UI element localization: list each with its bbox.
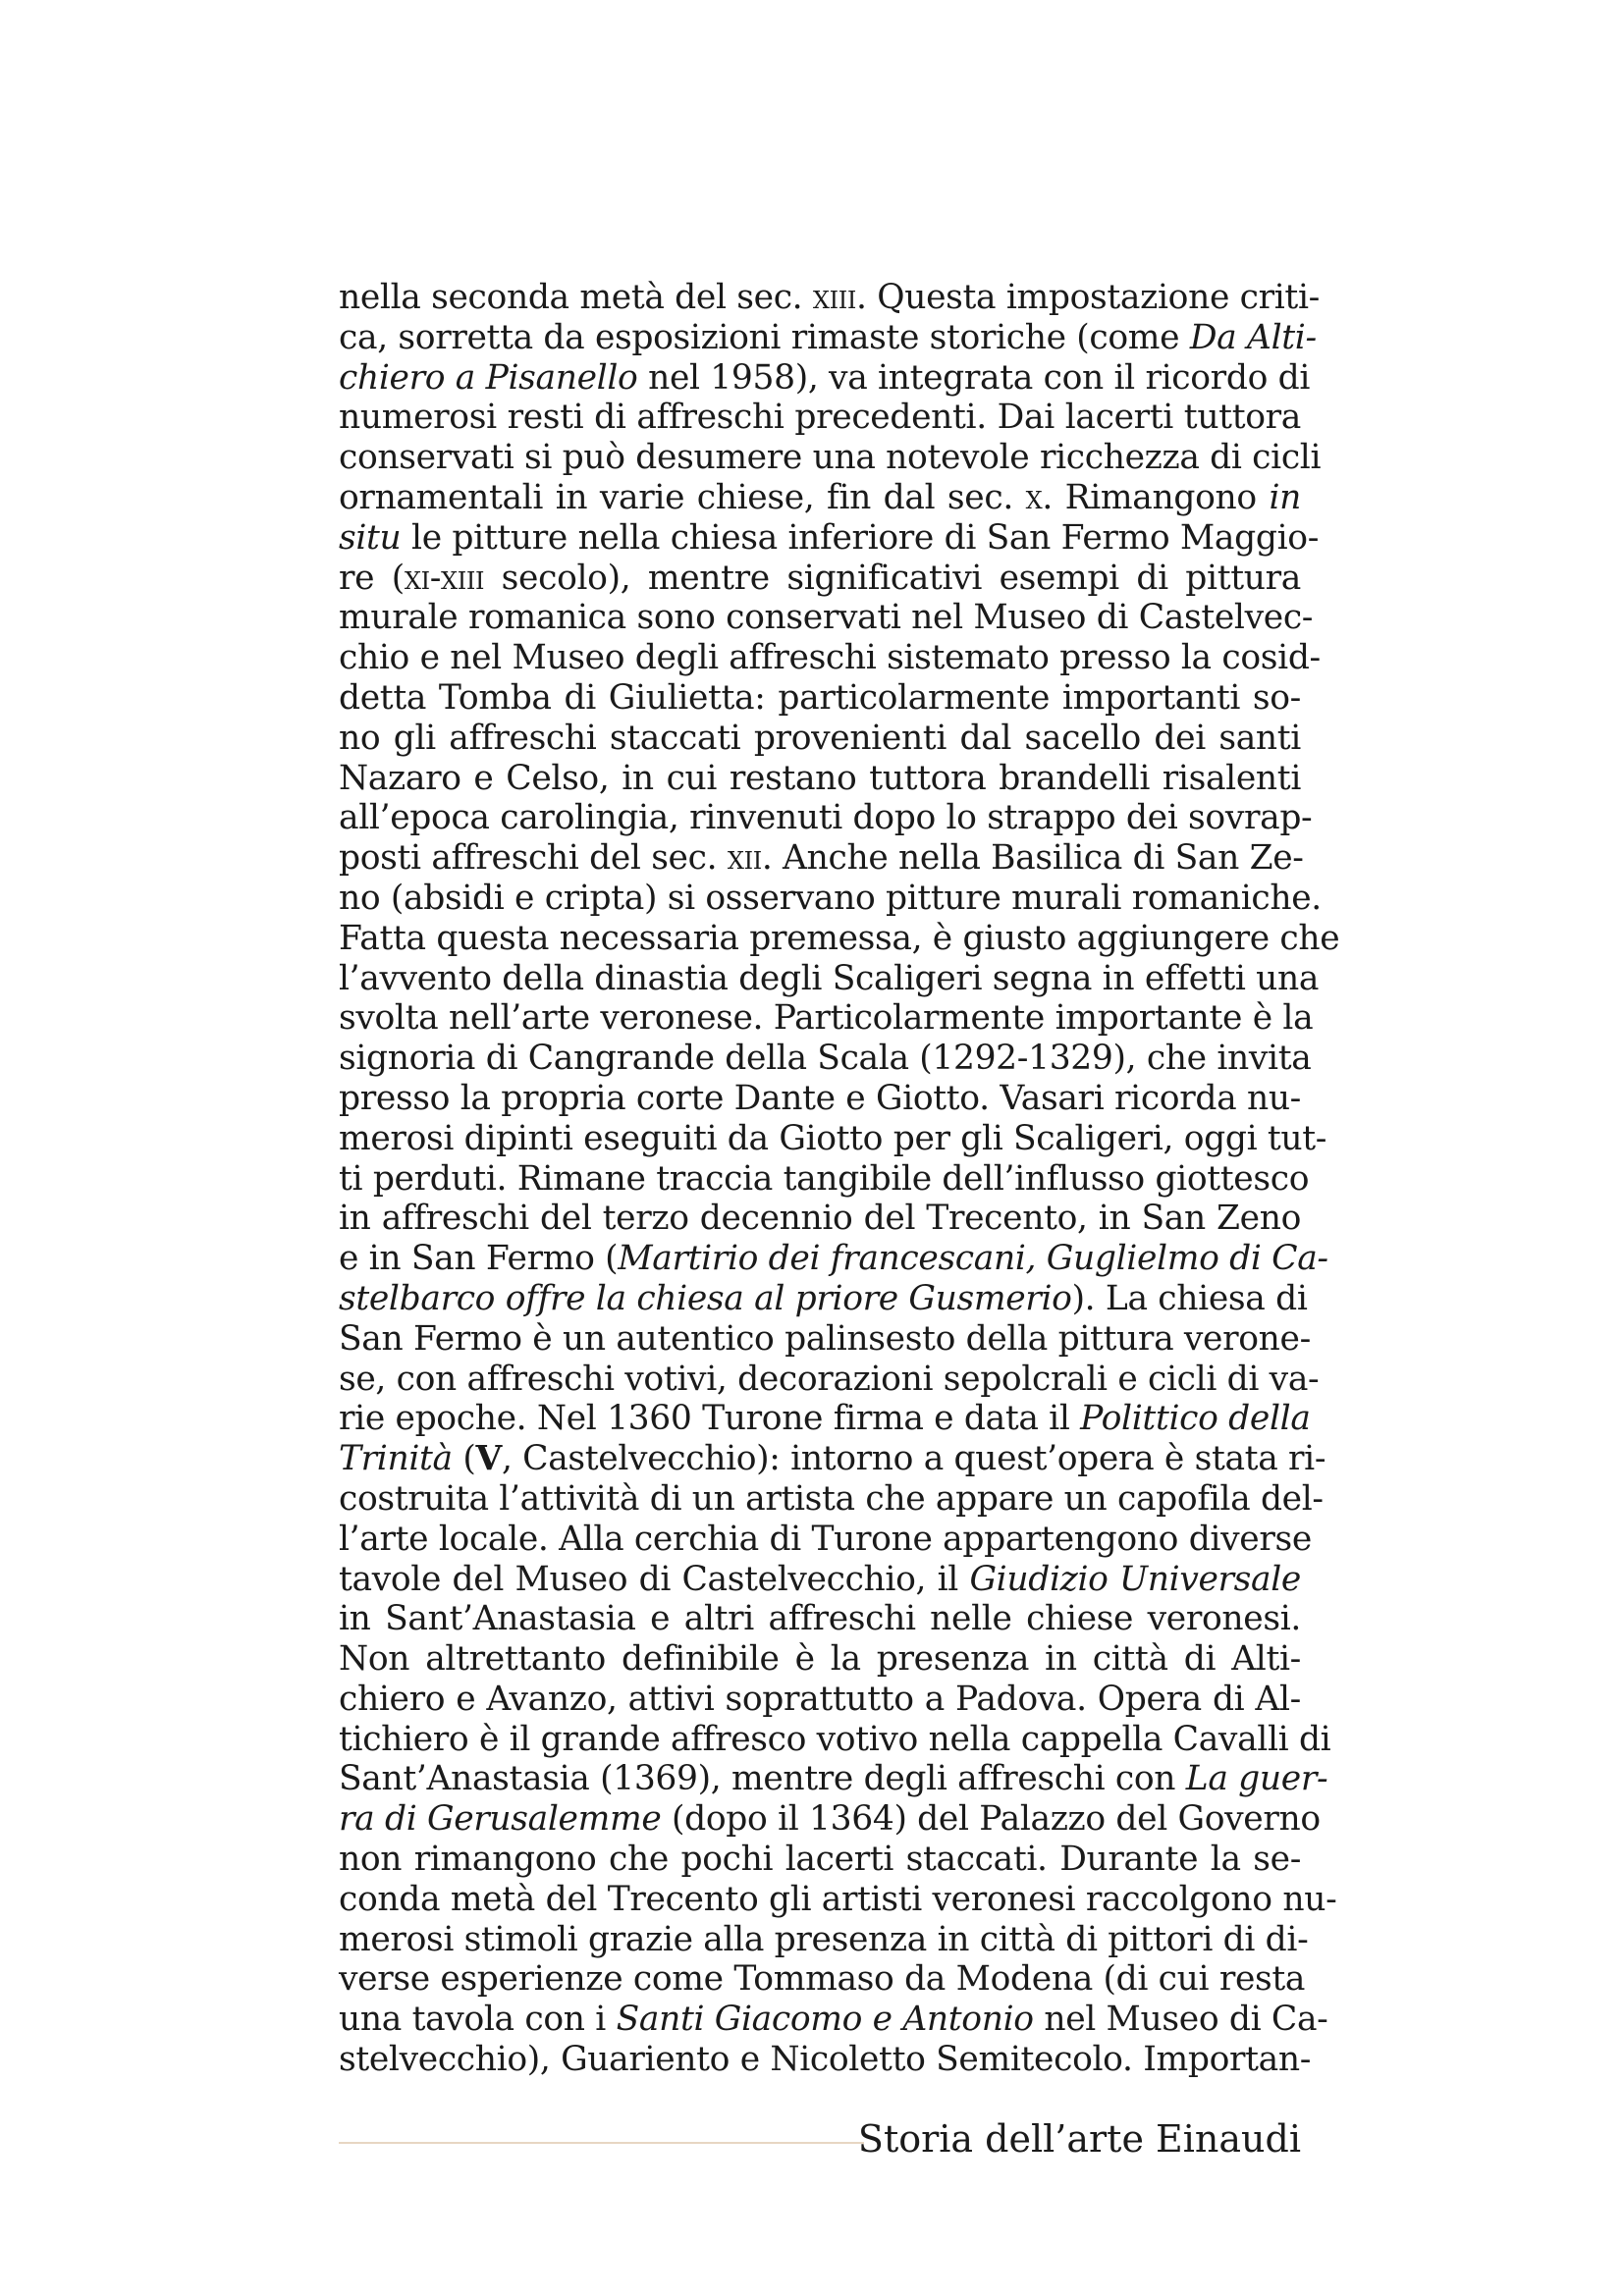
footer-rule <box>339 2142 864 2144</box>
text-run: posti affreschi del sec. <box>339 838 728 879</box>
text-run: all’epoca carolingia, rinvenuti dopo lo strappo dei sovrap- <box>339 798 1313 838</box>
text-line <box>339 958 1320 999</box>
text-line <box>339 478 1301 518</box>
text-run: merosi dipinti eseguiti da Giotto per gli Scaligeri, oggi tut- <box>339 1118 1327 1158</box>
text-run: situ <box>339 517 402 558</box>
text-run: merosi stimoli grazie alla presenza in città di pittori di di- <box>339 1919 1309 1959</box>
text-line <box>339 438 1322 478</box>
text-run: e in San Fermo ( <box>339 1239 619 1279</box>
text-line <box>339 598 1314 638</box>
text-run: no (absidi e cripta) si osservano pitture murali romaniche. <box>339 878 1322 918</box>
text-line <box>339 1359 1320 1400</box>
text-line <box>339 1719 1331 1760</box>
text-run: le pitture nella chiesa inferiore di San Fermo Maggio- <box>401 517 1320 558</box>
text-line <box>339 918 1340 959</box>
text-line <box>339 1118 1327 1159</box>
text-run: conda metà del Trecento gli artisti veronesi raccolgono nu- <box>339 1879 1337 1919</box>
text-run: ornamentali in varie chiese, fin dal sec. <box>339 477 1026 517</box>
text-run: nel Museo di Ca- <box>1033 2000 1328 2040</box>
text-line <box>339 719 1301 759</box>
text-run: chio e nel Museo degli affreschi sistemato presso la cosid- <box>339 638 1321 678</box>
text-line <box>339 1478 1324 1520</box>
text-line <box>339 1639 1301 1680</box>
text-run: stelvecchio), Guariento e Nicoletto Semitecolo. Importan- <box>339 2040 1312 2080</box>
text-run: Sant’Anastasia (1369), mentre degli affreschi con <box>339 1759 1186 1799</box>
text-line <box>339 1158 1310 1200</box>
text-line <box>339 317 1317 358</box>
text-run: . Questa impostazione criti- <box>856 278 1320 317</box>
text-line <box>339 2000 1328 2040</box>
text-line <box>339 517 1320 559</box>
text-run: presso la propria corte Dante e Giotto. Vasari ricorda nu- <box>339 1078 1301 1118</box>
text-line <box>339 878 1322 919</box>
text-run: verse esperienze come Tommaso da Modena (di cui resta <box>339 1959 1306 2000</box>
text-run: xi-xiii <box>404 558 485 598</box>
text-line <box>339 1079 1301 1119</box>
text-run: tichiero è il grande affresco votivo nella cappella Cavalli di <box>339 1719 1331 1759</box>
text-line <box>339 1799 1321 1840</box>
text-line <box>339 1560 1301 1600</box>
text-run: rie epoche. Nel 1360 Turone firma e data il <box>339 1399 1081 1439</box>
text-run: l’arte locale. Alla cerchia di Turone appartengono diverse <box>339 1519 1312 1559</box>
text-run: Giudizio Universale <box>969 1559 1301 1599</box>
text-line <box>339 278 1320 318</box>
text-line <box>339 1759 1328 1799</box>
text-line <box>339 1519 1312 1560</box>
text-run: , Castelvecchio): intorno a quest’opera è stata ri- <box>501 1439 1326 1479</box>
text-run: x <box>1025 477 1043 517</box>
text-run: nella seconda metà del sec. <box>339 278 813 317</box>
text-run: no gli affreschi staccati provenienti dal sacello dei santi <box>339 718 1301 758</box>
text-run: in Sant’Anastasia e altri affreschi nelle chiese veronesi. <box>339 1599 1301 1639</box>
text-run: ca, sorretta da esposizioni rimaste storiche (come <box>339 317 1190 357</box>
text-run: San Fermo è un autentico palinsesto della pittura verone- <box>339 1318 1311 1359</box>
text-line <box>339 1680 1301 1720</box>
text-run: . Rimangono <box>1042 477 1270 517</box>
text-line <box>339 1318 1311 1360</box>
text-run: numerosi resti di affreschi precedenti. Dai lacerti tuttora <box>339 398 1301 438</box>
text-run: non rimangono che pochi lacerti staccati. Durante la se- <box>339 1840 1301 1880</box>
text-run: se, con affreschi votivi, decorazioni sepolcrali e cicli di va- <box>339 1359 1320 1399</box>
text-run: Polittico della <box>1080 1399 1311 1439</box>
text-run: re ( <box>339 558 405 598</box>
text-run: Trinità <box>339 1439 453 1479</box>
body-text <box>339 278 1340 2080</box>
text-line <box>339 1879 1337 1920</box>
text-run: ). La chiesa di <box>1071 1278 1308 1318</box>
text-run: costruita l’attività di un artista che appare un capofila del- <box>339 1478 1324 1519</box>
text-run: xii <box>727 838 762 879</box>
text-line <box>339 2040 1312 2080</box>
text-run: signoria di Cangrande della Scala (1292-1329), che invita <box>339 1039 1312 1079</box>
text-line <box>339 798 1313 838</box>
text-line <box>339 1278 1308 1319</box>
text-line <box>339 1399 1311 1439</box>
text-run: in <box>1269 477 1301 517</box>
text-line <box>339 1239 1328 1279</box>
text-run: Santi Giacomo e Antonio <box>616 2000 1034 2040</box>
text-run: conservati si può desumere una notevole ricchezza di cicli <box>339 438 1322 478</box>
text-run: (dopo il 1364) del Palazzo del Governo <box>661 1799 1321 1840</box>
text-run: nel 1958), va integrata con il ricordo di <box>637 357 1311 398</box>
text-run: Non altrettanto definibile è la presenza in città di Alti- <box>339 1639 1301 1680</box>
text-line <box>339 838 1304 879</box>
text-line <box>339 398 1301 438</box>
text-line <box>339 1599 1301 1639</box>
text-run: tavole del Museo di Castelvecchio, il <box>339 1559 970 1599</box>
text-line <box>339 759 1301 799</box>
text-line <box>339 1039 1312 1079</box>
text-run: stelbarco offre la chiesa al priore Gusmerio <box>339 1278 1072 1318</box>
text-line <box>339 638 1321 678</box>
text-run: La guer- <box>1185 1759 1328 1799</box>
text-line <box>339 678 1301 719</box>
text-line <box>339 1919 1309 1960</box>
text-run: Da Alti- <box>1189 317 1317 357</box>
text-run: detta Tomba di Giulietta: particolarmente importanti so- <box>339 677 1301 718</box>
text-run: ra di Gerusalemme <box>339 1799 662 1840</box>
text-run: in affreschi del terzo decennio del Trecento, in San Zeno <box>339 1199 1301 1239</box>
text-run: Fatta questa necessaria premessa, è giusto aggiungere che <box>339 918 1340 958</box>
text-line <box>339 1959 1306 2000</box>
text-run: ( <box>452 1439 476 1479</box>
text-line <box>339 1840 1301 1880</box>
text-run: . Anche nella Basilica di San Ze- <box>761 838 1304 879</box>
text-line <box>339 559 1301 599</box>
text-run: una tavola con i <box>339 2000 617 2040</box>
text-run: xiii <box>812 278 857 317</box>
text-run: l’avvento della dinastia degli Scaligeri segna in effetti una <box>339 958 1320 998</box>
text-run: murale romanica sono conservati nel Museo di Castelvec- <box>339 598 1314 638</box>
text-run: ti perduti. Rimane traccia tangibile dell’influsso giottesco <box>339 1158 1310 1199</box>
text-run: V <box>475 1439 502 1479</box>
text-line <box>339 998 1314 1039</box>
text-line <box>339 1199 1301 1239</box>
text-run: Martirio dei francescani, Guglielmo di Ca- <box>618 1239 1328 1279</box>
text-run: chiero e Avanzo, attivi soprattutto a Padova. Opera di Al- <box>339 1679 1301 1719</box>
text-line <box>339 1439 1326 1479</box>
page-footer <box>339 2114 1301 2163</box>
text-run: Nazaro e Celso, in cui restano tuttora brandelli risalenti <box>339 758 1301 798</box>
text-run: svolta nell’arte veronese. Particolarmente importante è la <box>339 998 1314 1039</box>
text-run: secolo), mentre significativi esempi di pittura <box>484 558 1301 598</box>
text-run: chiero a Pisanello <box>339 357 638 398</box>
footer-title: Storia dell’arte Einaudi <box>857 2117 1301 2161</box>
text-line <box>339 357 1311 399</box>
